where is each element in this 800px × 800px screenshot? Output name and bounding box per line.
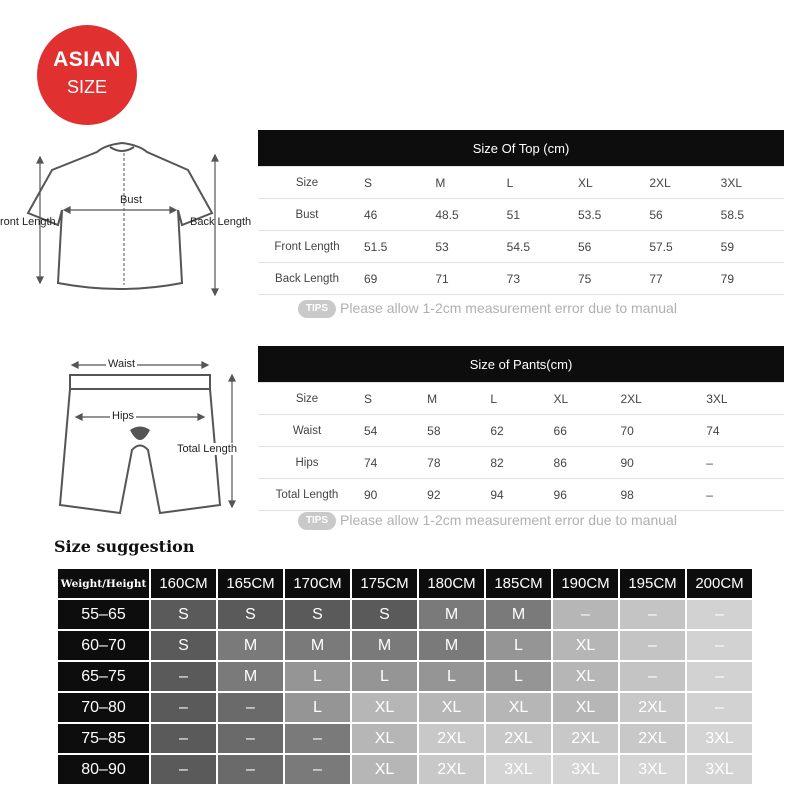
size-cell: 2XL — [620, 693, 685, 722]
table-cell: Waist — [258, 415, 356, 447]
table-cell: 75 — [570, 263, 641, 295]
size-cell: XL — [352, 755, 417, 784]
size-suggestion-title: Size suggestion — [54, 537, 195, 556]
grid-header-row — [58, 569, 752, 598]
height-header: 165CM — [218, 569, 283, 598]
top-size-table — [258, 130, 784, 295]
table-cell: 73 — [499, 263, 570, 295]
size-cell: XL — [553, 631, 618, 660]
pants-tip — [298, 512, 677, 530]
height-header: 200CM — [687, 569, 752, 598]
table-cell: 62 — [482, 415, 545, 447]
size-cell: – — [553, 600, 618, 629]
size-cell: 3XL — [687, 724, 752, 753]
size-cell: L — [486, 631, 551, 660]
table-cell: 98 — [612, 479, 698, 511]
table-cell: 2XL — [641, 167, 712, 199]
size-cell: XL — [419, 693, 484, 722]
size-cell: M — [419, 631, 484, 660]
table-cell: 90 — [612, 447, 698, 479]
height-header: 185CM — [486, 569, 551, 598]
table-cell: Hips — [258, 447, 356, 479]
size-cell: 3XL — [620, 755, 685, 784]
table-cell: S — [356, 167, 427, 199]
weight-range: 55–65 — [58, 600, 149, 629]
table-row — [258, 231, 784, 263]
size-cell: – — [151, 662, 216, 691]
table-cell: 66 — [546, 415, 613, 447]
table-cell: 54 — [356, 415, 419, 447]
grid-row — [58, 693, 752, 722]
pants-illustration — [40, 355, 258, 525]
table-cell: 90 — [356, 479, 419, 511]
table-cell: XL — [570, 167, 641, 199]
height-header: 170CM — [285, 569, 350, 598]
table-cell: 56 — [641, 199, 712, 231]
size-cell: – — [285, 755, 350, 784]
table-cell: 74 — [698, 415, 784, 447]
size-cell: XL — [352, 724, 417, 753]
tip-text: Please allow 1-2cm measurement error due to manual — [340, 300, 677, 316]
size-cell: 3XL — [553, 755, 618, 784]
size-cell: – — [218, 693, 283, 722]
table-cell: 74 — [356, 447, 419, 479]
size-cell: – — [151, 724, 216, 753]
table-cell: M — [419, 383, 482, 415]
size-cell: M — [218, 631, 283, 660]
table-row — [258, 199, 784, 231]
table-cell: Front Length — [258, 231, 356, 263]
size-cell: 2XL — [620, 724, 685, 753]
table-cell: 53.5 — [570, 199, 641, 231]
table-cell: 3XL — [698, 383, 784, 415]
weight-range: 70–80 — [58, 693, 149, 722]
front-length-label: ront Length — [0, 216, 56, 228]
size-cell: 3XL — [486, 755, 551, 784]
size-suggestion-grid — [56, 567, 754, 786]
table-cell: 86 — [546, 447, 613, 479]
table-row — [258, 383, 784, 415]
table-cell: Size — [258, 383, 356, 415]
table-row — [258, 167, 784, 199]
size-cell: 3XL — [687, 755, 752, 784]
badge-line2: SIZE — [66, 77, 107, 97]
table-cell: L — [482, 383, 545, 415]
table-cell: 59 — [713, 231, 784, 263]
table-cell: Back Length — [258, 263, 356, 295]
tips-icon: TIPS — [298, 300, 336, 318]
table-cell: Total Length — [258, 479, 356, 511]
table-cell: Bust — [258, 199, 356, 231]
grid-body — [58, 600, 752, 784]
asian-size-badge — [37, 25, 137, 125]
size-cell: L — [419, 662, 484, 691]
weight-range: 75–85 — [58, 724, 149, 753]
height-header: 180CM — [419, 569, 484, 598]
table-cell: 53 — [427, 231, 498, 263]
table-cell: – — [698, 479, 784, 511]
size-cell: – — [218, 724, 283, 753]
waist-label: Waist — [108, 358, 136, 370]
top-table-title: Size Of Top (cm) — [258, 130, 784, 167]
table-cell: – — [698, 447, 784, 479]
size-cell: S — [285, 600, 350, 629]
table-cell: 92 — [419, 479, 482, 511]
weight-range: 65–75 — [58, 662, 149, 691]
size-cell: 2XL — [553, 724, 618, 753]
table-cell: 57.5 — [641, 231, 712, 263]
size-cell: – — [687, 631, 752, 660]
table-cell: 48.5 — [427, 199, 498, 231]
badge-line1: ASIAN — [53, 48, 121, 71]
table-cell: 96 — [546, 479, 613, 511]
size-cell: XL — [553, 662, 618, 691]
size-cell: 2XL — [419, 755, 484, 784]
size-cell: S — [352, 600, 417, 629]
grid-row — [58, 600, 752, 629]
table-cell: 2XL — [612, 383, 698, 415]
grid-row — [58, 662, 752, 691]
table-row — [258, 263, 784, 295]
size-cell: L — [352, 662, 417, 691]
table-cell: 51 — [499, 199, 570, 231]
grid-row — [58, 631, 752, 660]
table-cell: 58.5 — [713, 199, 784, 231]
back-length-label: Back Length — [190, 216, 252, 228]
size-cell: – — [218, 755, 283, 784]
table-cell: 54.5 — [499, 231, 570, 263]
table-cell: 69 — [356, 263, 427, 295]
table-cell: 58 — [419, 415, 482, 447]
table-cell: XL — [546, 383, 613, 415]
pants-drawing — [40, 355, 258, 525]
size-cell: – — [687, 600, 752, 629]
size-cell: XL — [553, 693, 618, 722]
bust-label: Bust — [120, 194, 143, 206]
size-cell: – — [620, 600, 685, 629]
size-cell: – — [151, 693, 216, 722]
grid-row — [58, 724, 752, 753]
total-length-label: Total Length — [177, 443, 237, 455]
size-cell: M — [419, 600, 484, 629]
size-cell: L — [285, 662, 350, 691]
weight-range: 60–70 — [58, 631, 149, 660]
table-cell: 46 — [356, 199, 427, 231]
table-row — [258, 447, 784, 479]
grid-row — [58, 755, 752, 784]
size-cell: XL — [352, 693, 417, 722]
size-cell: – — [151, 755, 216, 784]
table-cell: 3XL — [713, 167, 784, 199]
hips-label: Hips — [112, 410, 135, 422]
size-cell: M — [285, 631, 350, 660]
table-cell: 56 — [570, 231, 641, 263]
size-cell: – — [285, 724, 350, 753]
height-header: 160CM — [151, 569, 216, 598]
size-cell: S — [151, 631, 216, 660]
size-cell: S — [218, 600, 283, 629]
size-cell: – — [620, 631, 685, 660]
table-cell: 82 — [482, 447, 545, 479]
table-cell: 78 — [419, 447, 482, 479]
size-cell: 2XL — [419, 724, 484, 753]
size-cell: – — [620, 662, 685, 691]
table-cell: Size — [258, 167, 356, 199]
weight-range: 80–90 — [58, 755, 149, 784]
size-cell: M — [486, 600, 551, 629]
height-header: 175CM — [352, 569, 417, 598]
height-header: 190CM — [553, 569, 618, 598]
table-cell: 77 — [641, 263, 712, 295]
height-header: 195CM — [620, 569, 685, 598]
size-cell: – — [687, 662, 752, 691]
table-row — [258, 479, 784, 511]
size-cell: 2XL — [486, 724, 551, 753]
size-cell: L — [486, 662, 551, 691]
size-cell: M — [352, 631, 417, 660]
table-cell: M — [427, 167, 498, 199]
size-cell: S — [151, 600, 216, 629]
top-tip — [298, 300, 677, 318]
table-row — [258, 415, 784, 447]
table-cell: 51.5 — [356, 231, 427, 263]
tips-icon: TIPS — [298, 512, 336, 530]
table-cell: 79 — [713, 263, 784, 295]
table-cell: 94 — [482, 479, 545, 511]
size-cell: M — [218, 662, 283, 691]
jersey-illustration — [0, 135, 258, 310]
table-cell: S — [356, 383, 419, 415]
table-cell: 71 — [427, 263, 498, 295]
table-cell: 70 — [612, 415, 698, 447]
pants-table-title: Size of Pants(cm) — [258, 346, 784, 383]
pants-size-table — [258, 346, 784, 511]
size-cell: L — [285, 693, 350, 722]
tip-text: Please allow 1-2cm measurement error due to manual — [340, 512, 677, 528]
size-cell: XL — [486, 693, 551, 722]
size-cell: – — [687, 693, 752, 722]
table-cell: L — [499, 167, 570, 199]
grid-corner: Weight/Height — [58, 569, 149, 598]
